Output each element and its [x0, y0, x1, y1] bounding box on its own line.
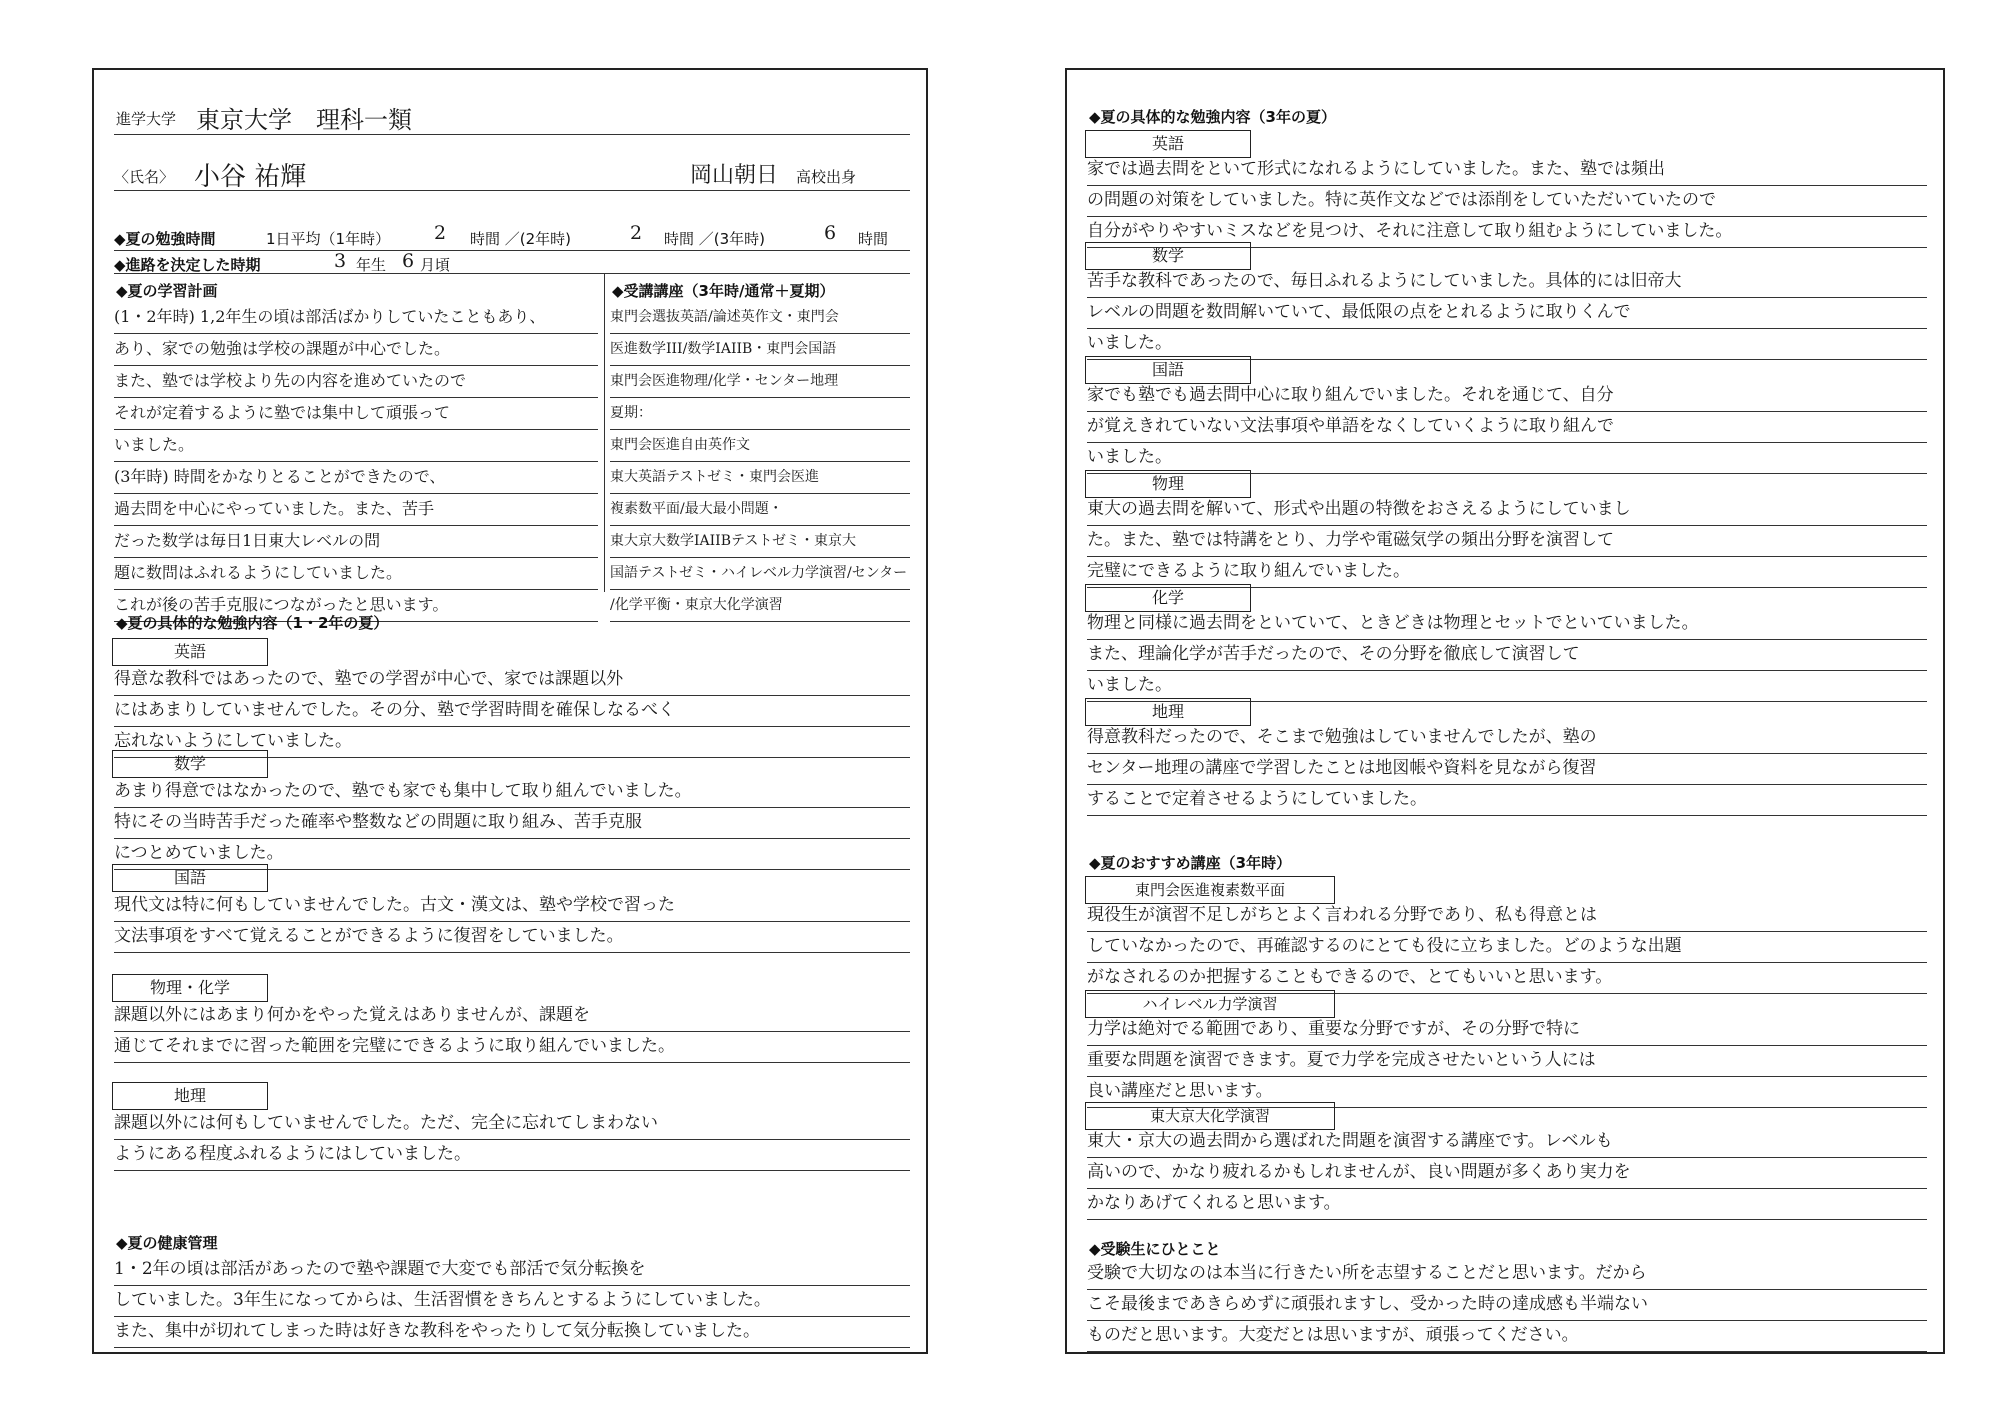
courses-lines	[610, 302, 910, 622]
summer3-subject-math: 数学	[1085, 242, 1251, 270]
summer12-math-line: 特にその当時苦手だった確率や整数などの問題に取り組み、苦手克服	[114, 807, 910, 839]
plan-line: あり、家での勉強は学校の課題が中心でした。	[114, 334, 598, 366]
summer12-subject-japanese: 国語	[112, 864, 268, 892]
career-underline	[114, 273, 910, 274]
recommend-course-name: ハイレベル力学演習	[1085, 990, 1335, 1018]
health-line: 1・2年の頃は部活があったので塾や課題で大変でも部活で気分転換を	[114, 1254, 910, 1286]
summer12-subject-geography: 地理	[112, 1082, 268, 1110]
summer3-physics-line: 東大の過去問を解いて、形式や出題の特徴をおさえるようにしていまし	[1087, 494, 1927, 526]
recommend-line: 良い講座だと思います。	[1087, 1076, 1927, 1108]
recommend-line: 重要な問題を演習できます。夏で力学を完成させたいという人には	[1087, 1045, 1927, 1077]
summer3-japanese-line: いました。	[1087, 442, 1927, 474]
summer3-english-line: 家では過去問をといて形式になれるようにしていました。また、塾では頻出	[1087, 154, 1927, 186]
study-time-year2: 2	[630, 222, 643, 244]
plan-courses-divider	[604, 274, 605, 592]
summer12-subject-physics-chem: 物理・化学	[112, 974, 268, 1002]
career-year-unit: 年生	[356, 256, 387, 274]
summer3-geography-line: 得意教科だったので、そこまで勉強はしていませんでしたが、塾の	[1087, 722, 1927, 754]
health-line: していました。3年生になってからは、生活習慣をきちんとするようにしていました。	[114, 1285, 910, 1317]
message-line: こそ最後まであきらめずに頑張れますし、受かった時の達成感も半端ない	[1087, 1289, 1927, 1321]
course-line: 東門会医進物理/化学・センター地理	[610, 366, 910, 398]
university-value: 東京大学 理科一類	[196, 106, 412, 134]
plan-line: だった数学は毎日1日東大レベルの問	[114, 526, 598, 558]
study-time-unit1: 時間 ／(2年時)	[470, 230, 572, 248]
summer12-english-line: 忘れないようにしていました。	[114, 726, 910, 758]
course-line: 東門会選抜英語/論述英作文・東門会	[610, 302, 910, 334]
plan-lines	[114, 302, 598, 622]
career-month-unit: 月頃	[420, 256, 451, 274]
summer3-chemistry-line: いました。	[1087, 670, 1927, 702]
plan-line: (1・2年時) 1,2年生の頃は部活ばかりしていたこともあり、	[114, 302, 598, 334]
study-time-underline	[114, 250, 910, 251]
summer3-subject-physics: 物理	[1085, 470, 1251, 498]
message-line: 受験で大切なのは本当に行きたい所を志望することだと思います。だから	[1087, 1258, 1927, 1290]
health-line: また、集中が切れてしまった時は好きな教科をやったりして気分転換していました。	[114, 1316, 910, 1348]
plan-line: いました。	[114, 430, 598, 462]
summer3-subject-chemistry: 化学	[1085, 584, 1251, 612]
recommend-line: がなされるのか把握することもできるので、とてもいいと思います。	[1087, 962, 1927, 994]
recommend-line: 現役生が演習不足しがちとよく言われる分野であり、私も得意とは	[1087, 900, 1927, 932]
course-line: 東大英語テストゼミ・東門会医進	[610, 462, 910, 494]
summer3-subject-japanese: 国語	[1085, 356, 1251, 384]
summer3-physics-line: 完璧にできるように取り組んでいました。	[1087, 556, 1927, 588]
summer3-heading: ◆夏の具体的な勉強内容（3年の夏）	[1089, 108, 1336, 126]
message-line: ものだと思います。大変だとは思いますが、頑張ってください。	[1087, 1320, 1927, 1352]
university-underline	[114, 134, 910, 135]
summer3-geography-line: センター地理の講座で学習したことは地図帳や資料を見ながら復習	[1087, 753, 1927, 785]
name-label: 〈氏名〉	[114, 168, 175, 186]
summer12-math-line: あまり得意ではなかったので、塾でも家でも集中して取り組んでいました。	[114, 776, 910, 808]
summer3-math-line: 苦手な教科であったので、毎日ふれるようにしていました。具体的には旧帝大	[1087, 266, 1927, 298]
summer3-math-line: いました。	[1087, 328, 1927, 360]
summer12-physchem-line: 通じてそれまでに習った範囲を完璧にできるように取り組んでいました。	[114, 1031, 910, 1063]
summer3-japanese-line: が覚えきれていない文法事項や単語をなくしていくように取り組んで	[1087, 411, 1927, 443]
high-school-name: 岡山朝日	[690, 163, 779, 188]
study-time-avg-label: 1日平均（1年時）	[266, 230, 391, 248]
summer12-subject-english: 英語	[112, 638, 268, 666]
summer12-japanese-line: 文法事項をすべて覚えることができるように復習をしていました。	[114, 921, 910, 953]
right-sheet	[1065, 68, 1945, 1354]
summer12-geography-line: 課題以外には何もしていませんでした。ただ、完全に忘れてしまわない	[114, 1108, 910, 1140]
recommend-line: 東大・京大の過去問から選ばれた問題を演習する講座です。レベルも	[1087, 1126, 1927, 1158]
high-school-suffix: 高校出身	[796, 168, 857, 186]
recommend-course-name: 東門会医進複素数平面	[1085, 876, 1335, 904]
course-line: /化学平衡・東京大化学演習	[610, 590, 910, 622]
plan-line: それが定着するように塾では集中して頑張って	[114, 398, 598, 430]
career-label: ◆進路を決定した時期	[114, 256, 261, 274]
plan-line: また、塾では学校より先の内容を進めていたので	[114, 366, 598, 398]
summer12-geography-line: ようにある程度ふれるようにはしていました。	[114, 1139, 910, 1171]
course-line: 複素数平面/最大最小問題・	[610, 494, 910, 526]
study-time-label: ◆夏の勉強時間	[114, 230, 216, 248]
summer3-english-line: の問題の対策をしていました。特に英作文などでは添削をしていただいていたので	[1087, 185, 1927, 217]
summer3-subject-english: 英語	[1085, 130, 1251, 158]
summer12-heading: ◆夏の具体的な勉強内容（1・2年の夏）	[116, 614, 389, 632]
plan-heading: ◆夏の学習計画	[116, 282, 218, 300]
plan-line: (3年時) 時間をかなりとることができたので、	[114, 462, 598, 494]
career-year: 3	[334, 250, 347, 272]
summer3-chemistry-line: 物理と同様に過去問をといていて、ときどきは物理とセットでといていました。	[1087, 608, 1927, 640]
plan-line: 過去問を中心にやっていました。また、苦手	[114, 494, 598, 526]
study-time-year3: 6	[824, 222, 837, 244]
recommend-course-name: 東大京大化学演習	[1085, 1102, 1335, 1130]
summer3-geography-line: することで定着させるようにしていました。	[1087, 784, 1927, 816]
course-line: 東門会医進自由英作文	[610, 430, 910, 462]
university-label: 進学大学	[116, 110, 177, 128]
summer12-subject-math: 数学	[112, 750, 268, 778]
course-line: 夏期：	[610, 398, 910, 430]
study-time-unit3: 時間	[858, 230, 889, 248]
course-line: 医進数学III/数学IAIIB・東門会国語	[610, 334, 910, 366]
student-name: 小谷 祐輝	[194, 162, 307, 192]
course-line: 東大京大数学IAIIBテストゼミ・東京大	[610, 526, 910, 558]
plan-line: 題に数問はふれるようにしていました。	[114, 558, 598, 590]
summer12-japanese-line: 現代文は特に何もしていませんでした。古文・漢文は、塾や学校で習った	[114, 890, 910, 922]
message-heading: ◆受験生にひとこと	[1089, 1240, 1221, 1258]
summer3-english-line: 自分がやりやすいミスなどを見つけ、それに注意して取り組むようにしていました。	[1087, 216, 1927, 248]
study-time-unit2: 時間 ／(3年時)	[664, 230, 766, 248]
courses-heading: ◆受講講座（3年時/通常＋夏期）	[612, 282, 835, 300]
summer3-math-line: レベルの問題を数問解いていて、最低限の点をとれるように取りくんで	[1087, 297, 1927, 329]
health-heading: ◆夏の健康管理	[116, 1234, 218, 1252]
summer12-math-line: につとめていました。	[114, 838, 910, 870]
summer3-subject-geography: 地理	[1085, 698, 1251, 726]
summer12-english-line: にはあまりしていませんでした。その分、塾で学習時間を確保しなるべく	[114, 695, 910, 727]
summer3-japanese-line: 家でも塾でも過去問中心に取り組んでいました。それを通じて、自分	[1087, 380, 1927, 412]
summer3-physics-line: た。また、塾では特講をとり、力学や電磁気学の頻出分野を演習して	[1087, 525, 1927, 557]
summer12-english-line: 得意な教科ではあったので、塾での学習が中心で、家では課題以外	[114, 664, 910, 696]
course-line: 国語テストゼミ・ハイレベル力学演習/センター	[610, 558, 910, 590]
summer3-chemistry-line: また、理論化学が苦手だったので、その分野を徹底して演習して	[1087, 639, 1927, 671]
plan-line: これが後の苦手克服につながったと思います。	[114, 590, 598, 622]
summer12-physchem-line: 課題以外にはあまり何かをやった覚えはありませんが、課題を	[114, 1000, 910, 1032]
recommend-line: かなりあげてくれると思います。	[1087, 1188, 1927, 1220]
name-underline	[114, 190, 910, 191]
recommend-line: 高いので、かなり疲れるかもしれませんが、良い問題が多くあり実力を	[1087, 1157, 1927, 1189]
career-month: 6	[402, 250, 415, 272]
recommend-heading: ◆夏のおすすめ講座（3年時）	[1089, 854, 1292, 872]
recommend-line: していなかったので、再確認するのにとても役に立ちました。どのような出題	[1087, 931, 1927, 963]
study-time-year1: 2	[434, 222, 447, 244]
recommend-line: 力学は絶対でる範囲であり、重要な分野ですが、その分野で特に	[1087, 1014, 1927, 1046]
left-sheet	[92, 68, 928, 1354]
